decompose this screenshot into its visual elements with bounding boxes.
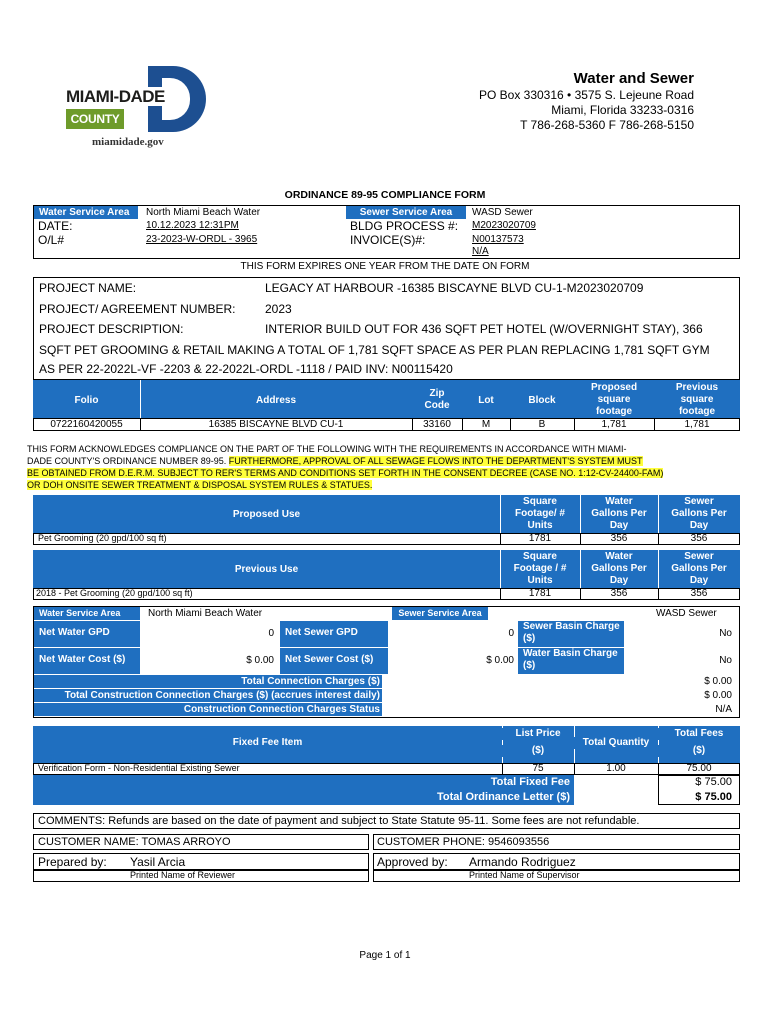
ol-label: O/L# [38, 233, 65, 247]
ol-value: 23-2023-W-ORDL - 3965 [146, 234, 258, 245]
proposed-use-title: Proposed Use [33, 509, 500, 521]
project-description-line-3: AS PER 22-2022L-VF -2203 & 22-2022L-ORDL -1118 / PAID INV: N00115420 [39, 362, 453, 376]
total-construction-charges-label: Total Construction Connection Charges ($) (accrues interest daily) [34, 689, 382, 702]
acknowledgement-text [27, 443, 752, 491]
total-fees-unit: ($) [658, 745, 740, 757]
project-agreement-label: PROJECT/ AGREEMENT NUMBER: [39, 302, 236, 316]
lot-header: Lot [462, 395, 510, 407]
customer-name: CUSTOMER NAME: TOMAS ARROYO [38, 836, 231, 848]
zip-code-value: 33160 [423, 419, 451, 430]
block-value: B [538, 419, 546, 430]
comments-text: COMMENTS: Refunds are based on the date of payment and subject to State Statute 95-11. Some fees are not refundable. [38, 815, 640, 827]
project-agreement-value: 2023 [265, 302, 292, 316]
prepared-by-caption: Printed Name of Reviewer [130, 870, 236, 880]
sewer-basin-charge-label: Sewer Basin Charge ($) [518, 621, 624, 647]
proposed-sqft-value: 1781 [528, 533, 552, 544]
net-water-cost-label: Net Water Cost ($) [34, 648, 140, 674]
previous-sqft-col: Square Footage / # Units [500, 551, 580, 587]
miami-dade-logo [66, 66, 186, 132]
ack-line-3: BE OBTAINED FROM D.E.R.M. SUBJECT TO RER'S TERMS AND CONDITIONS SET FORTH IN THE CONSENT DECREE (CASE NO. 1:12-CV-24400-FAM) [27, 468, 664, 478]
total-ordinance-letter-value: $ 75.00 [695, 791, 732, 803]
logo-text-miami-dade: MIAMI-DADE [66, 87, 165, 106]
net-water-gpd-value: 0 [268, 628, 274, 639]
previous-sewer-col: Sewer Gallons Per Day [658, 551, 740, 587]
form-title: ORDINANCE 89-95 COMPLIANCE FORM [284, 189, 486, 201]
total-fixed-fee-value: $ 75.00 [695, 776, 732, 788]
ack-line-2b: FURTHERMORE, APPROVAL OF ALL SEWAGE FLOWS INTO THE DEPARTMENT'S SYSTEM MUST [228, 456, 643, 466]
project-description-line-2: SQFT PET GROOMING & RETAIL MAKING A TOTAL OF 1,781 SQFT SPACE AS PER PLAN REPLACING 1,781 SQFT GYM [39, 343, 710, 357]
project-description-line-1: INTERIOR BUILD OUT FOR 436 SQFT PET HOTEL (W/OVERNIGHT STAY), 366 [265, 322, 703, 336]
date-label: DATE: [38, 219, 73, 233]
previous-use-label: 2018 - Pet Grooming (20 gpd/100 sq ft) [36, 588, 193, 598]
phone-fax: T 786-268-5360 F 786-268-5150 [520, 118, 694, 132]
proposed-use-label: Pet Grooming (20 gpd/100 sq ft) [38, 533, 167, 543]
proposed-sqft-header: Proposed square footage [574, 382, 654, 418]
ack-line-1: THIS FORM ACKNOWLEDGES COMPLIANCE ON THE PART OF THE FOLLOWING WITH THE REQUIREMENTS IN ACCORDANCE WITH MIAMI- [27, 444, 627, 454]
fixed-fee-quantity: 1.00 [606, 763, 626, 774]
zip-code-header: Zip Code [412, 388, 462, 412]
prepared-by-label: Prepared by: [38, 855, 107, 869]
previous-sewer-value: 356 [690, 588, 708, 599]
department-title: Water and Sewer [573, 70, 694, 87]
total-fees-header: Total Fees [658, 728, 740, 740]
invoice-value: N00137573 [472, 234, 524, 245]
fixed-fee-list-price: 75 [532, 763, 544, 774]
address-line-2: Miami, Florida 33233-0316 [551, 103, 694, 117]
previous-sqft-value: 1,781 [684, 419, 710, 430]
date-value: 10.12.2023 12:31PM [146, 220, 239, 231]
total-construction-charges-value: $ 0.00 [704, 690, 732, 701]
total-quantity-header: Total Quantity [574, 737, 658, 749]
proposed-sewer-value: 356 [690, 533, 708, 544]
fixed-fee-item-header: Fixed Fee Item [33, 737, 502, 749]
address-header: Address [140, 395, 412, 407]
invoice-value-2: N/A [472, 246, 489, 257]
total-ordinance-letter-label: Total Ordinance Letter ($) [33, 791, 570, 804]
address-line-1: PO Box 330316 • 3575 S. Lejeune Road [478, 88, 694, 102]
approved-by-value: Armando Rodriguez [469, 855, 576, 869]
previous-sqft-value: 1781 [528, 588, 552, 599]
ack-line-2a: DADE COUNTY'S ORDINANCE NUMBER 89-95. [27, 456, 229, 466]
project-description-label: PROJECT DESCRIPTION: [39, 322, 184, 336]
net-sewer-cost-label: Net Sewer Cost ($) [280, 648, 388, 674]
charges-water-area-value: North Miami Beach Water [148, 608, 263, 619]
website-link[interactable]: miamidade.gov [92, 136, 164, 148]
expiration-notice: THIS FORM EXPIRES ONE YEAR FROM THE DATE ON FORM [240, 261, 530, 272]
project-name-label: PROJECT NAME: [39, 281, 137, 295]
approved-by-caption: Printed Name of Supervisor [469, 870, 580, 880]
total-connection-charges-label: Total Connection Charges ($) [34, 675, 382, 688]
net-water-gpd-label: Net Water GPD [34, 621, 140, 647]
construction-status-value: N/A [715, 704, 732, 715]
previous-use-title: Previous Use [33, 564, 500, 576]
total-connection-charges-value: $ 0.00 [704, 676, 732, 687]
net-sewer-gpd-label: Net Sewer GPD [280, 621, 388, 647]
previous-sqft-header: Previous square footage [654, 382, 740, 418]
proposed-sewer-col: Sewer Gallons Per Day [658, 496, 740, 532]
department-address-block [479, 70, 694, 133]
water-service-area-label: Water Service Area [34, 206, 138, 219]
sewer-service-area-label: Sewer Service Area [346, 206, 466, 219]
fixed-fee-total: 75.00 [686, 763, 712, 774]
water-service-area-value: North Miami Beach Water [146, 207, 261, 218]
prepared-by-value: Yasil Arcia [130, 855, 186, 869]
list-price-header: List Price [502, 728, 574, 740]
ack-line-4: OR DOH ONSITE SEWER TREATMENT & DISPOSAL SYSTEM RULES & STATUES. [27, 480, 373, 490]
sewer-basin-charge-value: No [719, 628, 732, 639]
previous-water-col: Water Gallons Per Day [580, 551, 658, 587]
lot-value: M [481, 419, 491, 430]
folio-value: 0722160420055 [50, 419, 123, 430]
proposed-water-col: Water Gallons Per Day [580, 496, 658, 532]
folio-header: Folio [33, 395, 140, 407]
bldg-process-label: BLDG PROCESS #: [350, 219, 459, 233]
net-sewer-gpd-value: 0 [508, 628, 514, 639]
list-price-unit: ($) [502, 745, 574, 757]
proposed-sqft-value: 1,781 [601, 419, 627, 430]
address-value: 16385 BISCAYNE BLVD CU-1 [208, 419, 344, 430]
total-fixed-fee-label: Total Fixed Fee [33, 776, 570, 789]
invoice-label: INVOICE(S)#: [350, 233, 426, 247]
charges-sewer-area-value: WASD Sewer [656, 608, 717, 619]
proposed-sqft-col: Square Footage/ # Units [500, 496, 580, 532]
logo-text-county: COUNTY [66, 109, 124, 129]
page-number: Page 1 of 1 [359, 950, 411, 961]
charges-sewer-area-label: Sewer Service Area [392, 607, 488, 620]
fixed-fee-item-label: Verification Form - Non-Residential Existing Sewer [38, 763, 240, 773]
customer-phone: CUSTOMER PHONE: 9546093556 [377, 836, 550, 848]
water-basin-charge-value: No [719, 655, 732, 666]
charges-water-area-label: Water Service Area [34, 607, 140, 620]
block-header: Block [510, 395, 574, 407]
net-water-cost-value: $ 0.00 [246, 655, 274, 666]
sewer-service-area-value: WASD Sewer [472, 207, 533, 218]
approved-by-label: Approved by: [377, 855, 448, 869]
net-sewer-cost-value: $ 0.00 [486, 655, 514, 666]
proposed-water-value: 356 [610, 533, 628, 544]
project-name-value: LEGACY AT HARBOUR -16385 BISCAYNE BLVD CU-1-M2023020709 [265, 281, 644, 295]
bldg-process-value: M2023020709 [472, 220, 536, 231]
construction-status-label: Construction Connection Charges Status [34, 703, 382, 716]
previous-water-value: 356 [610, 588, 628, 599]
water-basin-charge-label: Water Basin Charge ($) [518, 648, 624, 674]
